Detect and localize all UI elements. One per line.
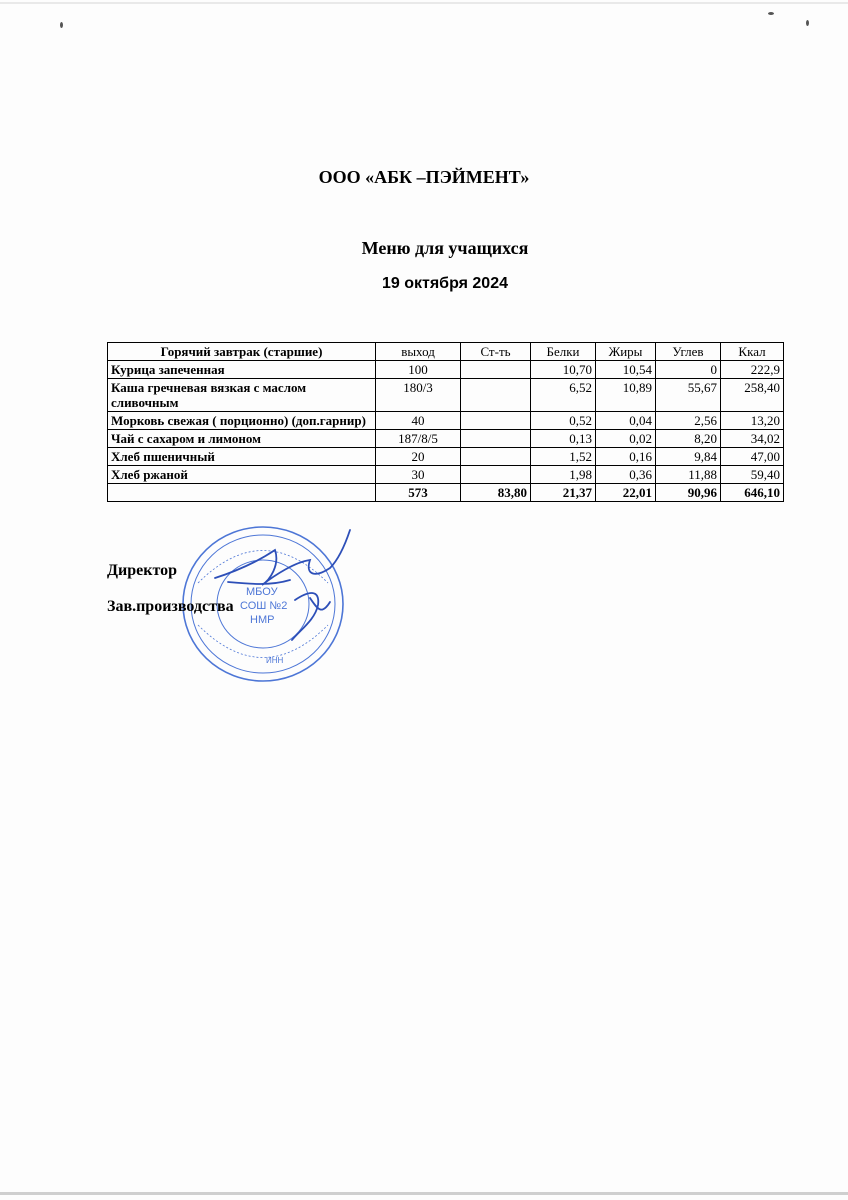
dish-fats: 10,89 — [596, 379, 656, 412]
header-meal-name: Горячий завтрак (старшие) — [108, 343, 376, 361]
dish-carbs: 9,84 — [656, 448, 721, 466]
header-carbs: Углев — [656, 343, 721, 361]
scan-speck — [806, 20, 809, 26]
dish-kcal: 13,20 — [721, 412, 784, 430]
header-kcal: Ккал — [721, 343, 784, 361]
dish-cost — [461, 466, 531, 484]
header-fats: Жиры — [596, 343, 656, 361]
total-fats: 22,01 — [596, 484, 656, 502]
dish-cost — [461, 361, 531, 379]
dish-output: 180/3 — [376, 379, 461, 412]
dish-kcal: 34,02 — [721, 430, 784, 448]
stamp-text: МБОУ — [246, 586, 278, 598]
dish-cost — [461, 448, 531, 466]
dish-proteins: 10,70 — [531, 361, 596, 379]
dish-carbs: 55,67 — [656, 379, 721, 412]
stamp-text: ИНН — [266, 656, 284, 665]
dish-proteins: 1,98 — [531, 466, 596, 484]
table-total-row — [108, 484, 784, 502]
menu-title: Меню для учащихся — [361, 238, 529, 258]
header-output: выход — [376, 343, 461, 361]
dish-kcal: 47,00 — [721, 448, 784, 466]
dish-kcal: 222,9 — [721, 361, 784, 379]
table-row — [108, 430, 784, 448]
dish-name: Хлеб пшеничный — [108, 448, 376, 466]
dish-cost — [461, 412, 531, 430]
dish-proteins: 1,52 — [531, 448, 596, 466]
dish-carbs: 8,20 — [656, 430, 721, 448]
dish-name: Курица запеченная — [108, 361, 376, 379]
table-row — [108, 466, 784, 484]
table-row — [108, 412, 784, 430]
dish-proteins: 0,52 — [531, 412, 596, 430]
dish-fats: 0,02 — [596, 430, 656, 448]
dish-fats: 0,04 — [596, 412, 656, 430]
dish-fats: 0,16 — [596, 448, 656, 466]
total-cost: 83,80 — [461, 484, 531, 502]
dish-cost — [461, 430, 531, 448]
scan-edge-bottom — [0, 1192, 848, 1195]
dish-output: 40 — [376, 412, 461, 430]
table-row — [108, 361, 784, 379]
scan-edge-top — [0, 2, 848, 4]
table-row — [108, 448, 784, 466]
dish-carbs: 0 — [656, 361, 721, 379]
company-name: ООО «АБК –ПЭЙМЕНТ» — [318, 167, 530, 187]
dish-name: Морковь свежая ( порционно) (доп.гарнир) — [108, 412, 376, 430]
dish-name: Хлеб ржаной — [108, 466, 376, 484]
total-label — [108, 484, 376, 502]
menu-table — [107, 342, 784, 502]
table-row — [108, 379, 784, 412]
menu-date: 19 октября 2024 — [381, 275, 508, 292]
dish-carbs: 2,56 — [656, 412, 721, 430]
total-proteins: 21,37 — [531, 484, 596, 502]
dish-output: 187/8/5 — [376, 430, 461, 448]
dish-proteins: 6,52 — [531, 379, 596, 412]
stamp-text: СОШ №2 — [240, 600, 288, 612]
dish-name: Чай с сахаром и лимоном — [108, 430, 376, 448]
dish-proteins: 0,13 — [531, 430, 596, 448]
dish-fats: 10,54 — [596, 361, 656, 379]
production-head-label: Зав.производства — [107, 598, 234, 615]
dish-cost — [461, 379, 531, 412]
scan-speck — [768, 12, 774, 15]
total-carbs: 90,96 — [656, 484, 721, 502]
total-kcal: 646,10 — [721, 484, 784, 502]
dish-name: Каша гречневая вязкая с маслом сливочным — [108, 379, 376, 412]
dish-carbs: 11,88 — [656, 466, 721, 484]
dish-fats: 0,36 — [596, 466, 656, 484]
table-header-row — [108, 343, 784, 361]
header-proteins: Белки — [531, 343, 596, 361]
dish-kcal: 59,40 — [721, 466, 784, 484]
dish-kcal: 258,40 — [721, 379, 784, 412]
director-label: Директор — [107, 562, 177, 579]
dish-output: 30 — [376, 466, 461, 484]
stamp-text: НМР — [250, 614, 275, 626]
handwritten-signature — [200, 520, 360, 650]
dish-output: 20 — [376, 448, 461, 466]
dish-output: 100 — [376, 361, 461, 379]
total-output: 573 — [376, 484, 461, 502]
header-cost: Ст-ть — [461, 343, 531, 361]
scan-speck — [60, 22, 63, 28]
